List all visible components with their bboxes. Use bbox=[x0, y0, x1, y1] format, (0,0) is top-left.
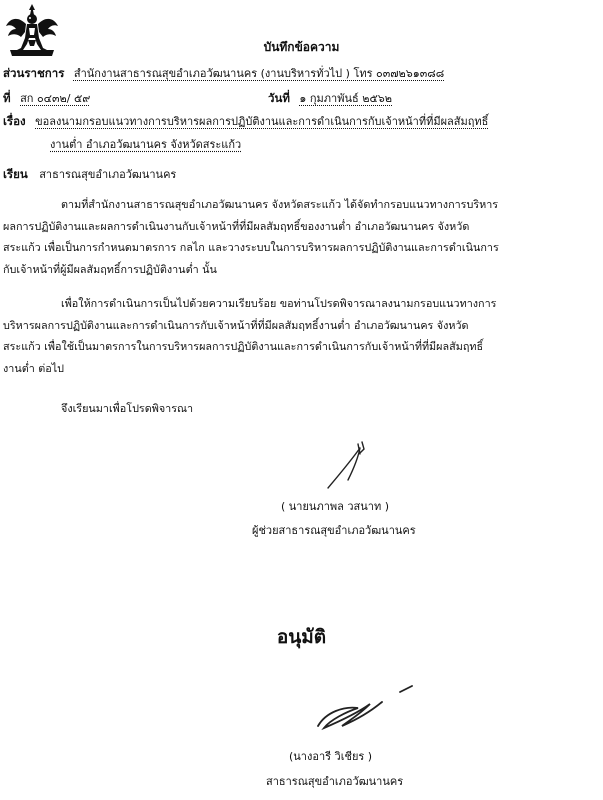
subject-line-1: ขอลงนามกรอบแนวทางการบริหารผลการปฏิบัติงานและการดำเนินการกับเจ้าหน้าที่ที่มีผลสัมฤทธิ์ bbox=[35, 115, 489, 128]
paragraph-line: บริหารผลการปฏิบัติงานและการดำเนินการกับเจ้าหน้าที่ที่มีผลสัมฤทธิ์งานต่ำ อำเภอวัฒนานคร จังหวัด bbox=[3, 318, 469, 332]
signer-1-name: ( นายนภาพล วสนาท ) bbox=[281, 500, 389, 513]
ref-row bbox=[3, 89, 90, 108]
subject-label: เรื่อง bbox=[3, 114, 26, 128]
subject-continuation bbox=[50, 135, 241, 153]
paragraph-line: สระแก้ว เพื่อเป็นการกำหนดมาตรการ กลไก และวางระบบในการบริหารผลการปฏิบัติงานและการดำเนินการ bbox=[3, 241, 499, 254]
closing-text: จึงเรียนมาเพื่อโปรดพิจารณา bbox=[61, 402, 194, 415]
paragraph-line: เพื่อให้การดำเนินการเป็นไปด้วยความเรียบร้อย ขอท่านโปรดพิจารณาลงนามกรอบแนวทางการ bbox=[61, 297, 497, 310]
department-row bbox=[3, 64, 444, 83]
date-label: วันที่ bbox=[268, 91, 290, 105]
approver-name: (นางอารี วิเชียร ) bbox=[289, 750, 373, 763]
paragraph-line: งานต่ำ ต่อไป bbox=[3, 361, 65, 375]
paragraph-line: ตามที่สำนักงานสาธารณสุขอำเภอวัฒนานคร จังหวัดสระแก้ว ได้จัดทำกรอบแนวทางการบริหาร bbox=[61, 198, 499, 211]
salutation bbox=[3, 165, 176, 184]
paragraph-line: กับเจ้าหน้าที่ผู้มีผลสัมฤทธิ์การปฏิบัติงานต่ำ นั้น bbox=[3, 262, 217, 276]
ref-value: สก ๐๔๓๒/ ๕๙ bbox=[20, 92, 91, 105]
signer-1-position: ผู้ช่วยสาธารณสุขอำเภอวัฒนานคร bbox=[252, 524, 416, 537]
signature-1-icon bbox=[318, 440, 382, 492]
paragraph-line: ผลการปฏิบัติงานและผลการดำเนินงานกับเจ้าหน้าที่ที่มีผลสัมฤทธิ์ของงานต่ำ อำเภอวัฒนานคร จังหวัด bbox=[3, 219, 470, 233]
approver-position: สาธารณสุขอำเภอวัฒนานคร bbox=[266, 775, 404, 788]
approval-title: อนุมัติ bbox=[276, 626, 327, 648]
body-paragraph-1 bbox=[3, 194, 595, 280]
paragraph-line: สระแก้ว เพื่อใช้เป็นมาตรการในการบริหารผลการปฏิบัติงานและการดำเนินการกับเจ้าหน้าที่ที่มีผลสัมฤทธิ์ bbox=[3, 340, 484, 353]
signature-2-icon bbox=[312, 682, 422, 734]
salutation-value: สาธารณสุขอำเภอวัฒนานคร bbox=[39, 168, 177, 181]
subject-row bbox=[3, 112, 488, 131]
memo-title: บันทึกข้อความ bbox=[263, 40, 340, 54]
date-value: ๑ กุมภาพันธ์ ๒๕๖๒ bbox=[299, 92, 393, 105]
department-label: ส่วนราชการ bbox=[3, 66, 65, 80]
subject-line-2: งานต่ำ อำเภอวัฒนานคร จังหวัดสระแก้ว bbox=[50, 138, 242, 151]
ref-label: ที่ bbox=[3, 91, 11, 105]
department-value: สำนักงานสาธารณสุขอำเภอวัฒนานคร (งานบริหารทั่วไป ) โทร ๐๓๗๒๖๑๓๘๘ bbox=[73, 67, 445, 80]
date-row bbox=[268, 89, 392, 108]
body-paragraph-2 bbox=[3, 293, 595, 379]
salutation-label: เรียน bbox=[3, 167, 28, 181]
